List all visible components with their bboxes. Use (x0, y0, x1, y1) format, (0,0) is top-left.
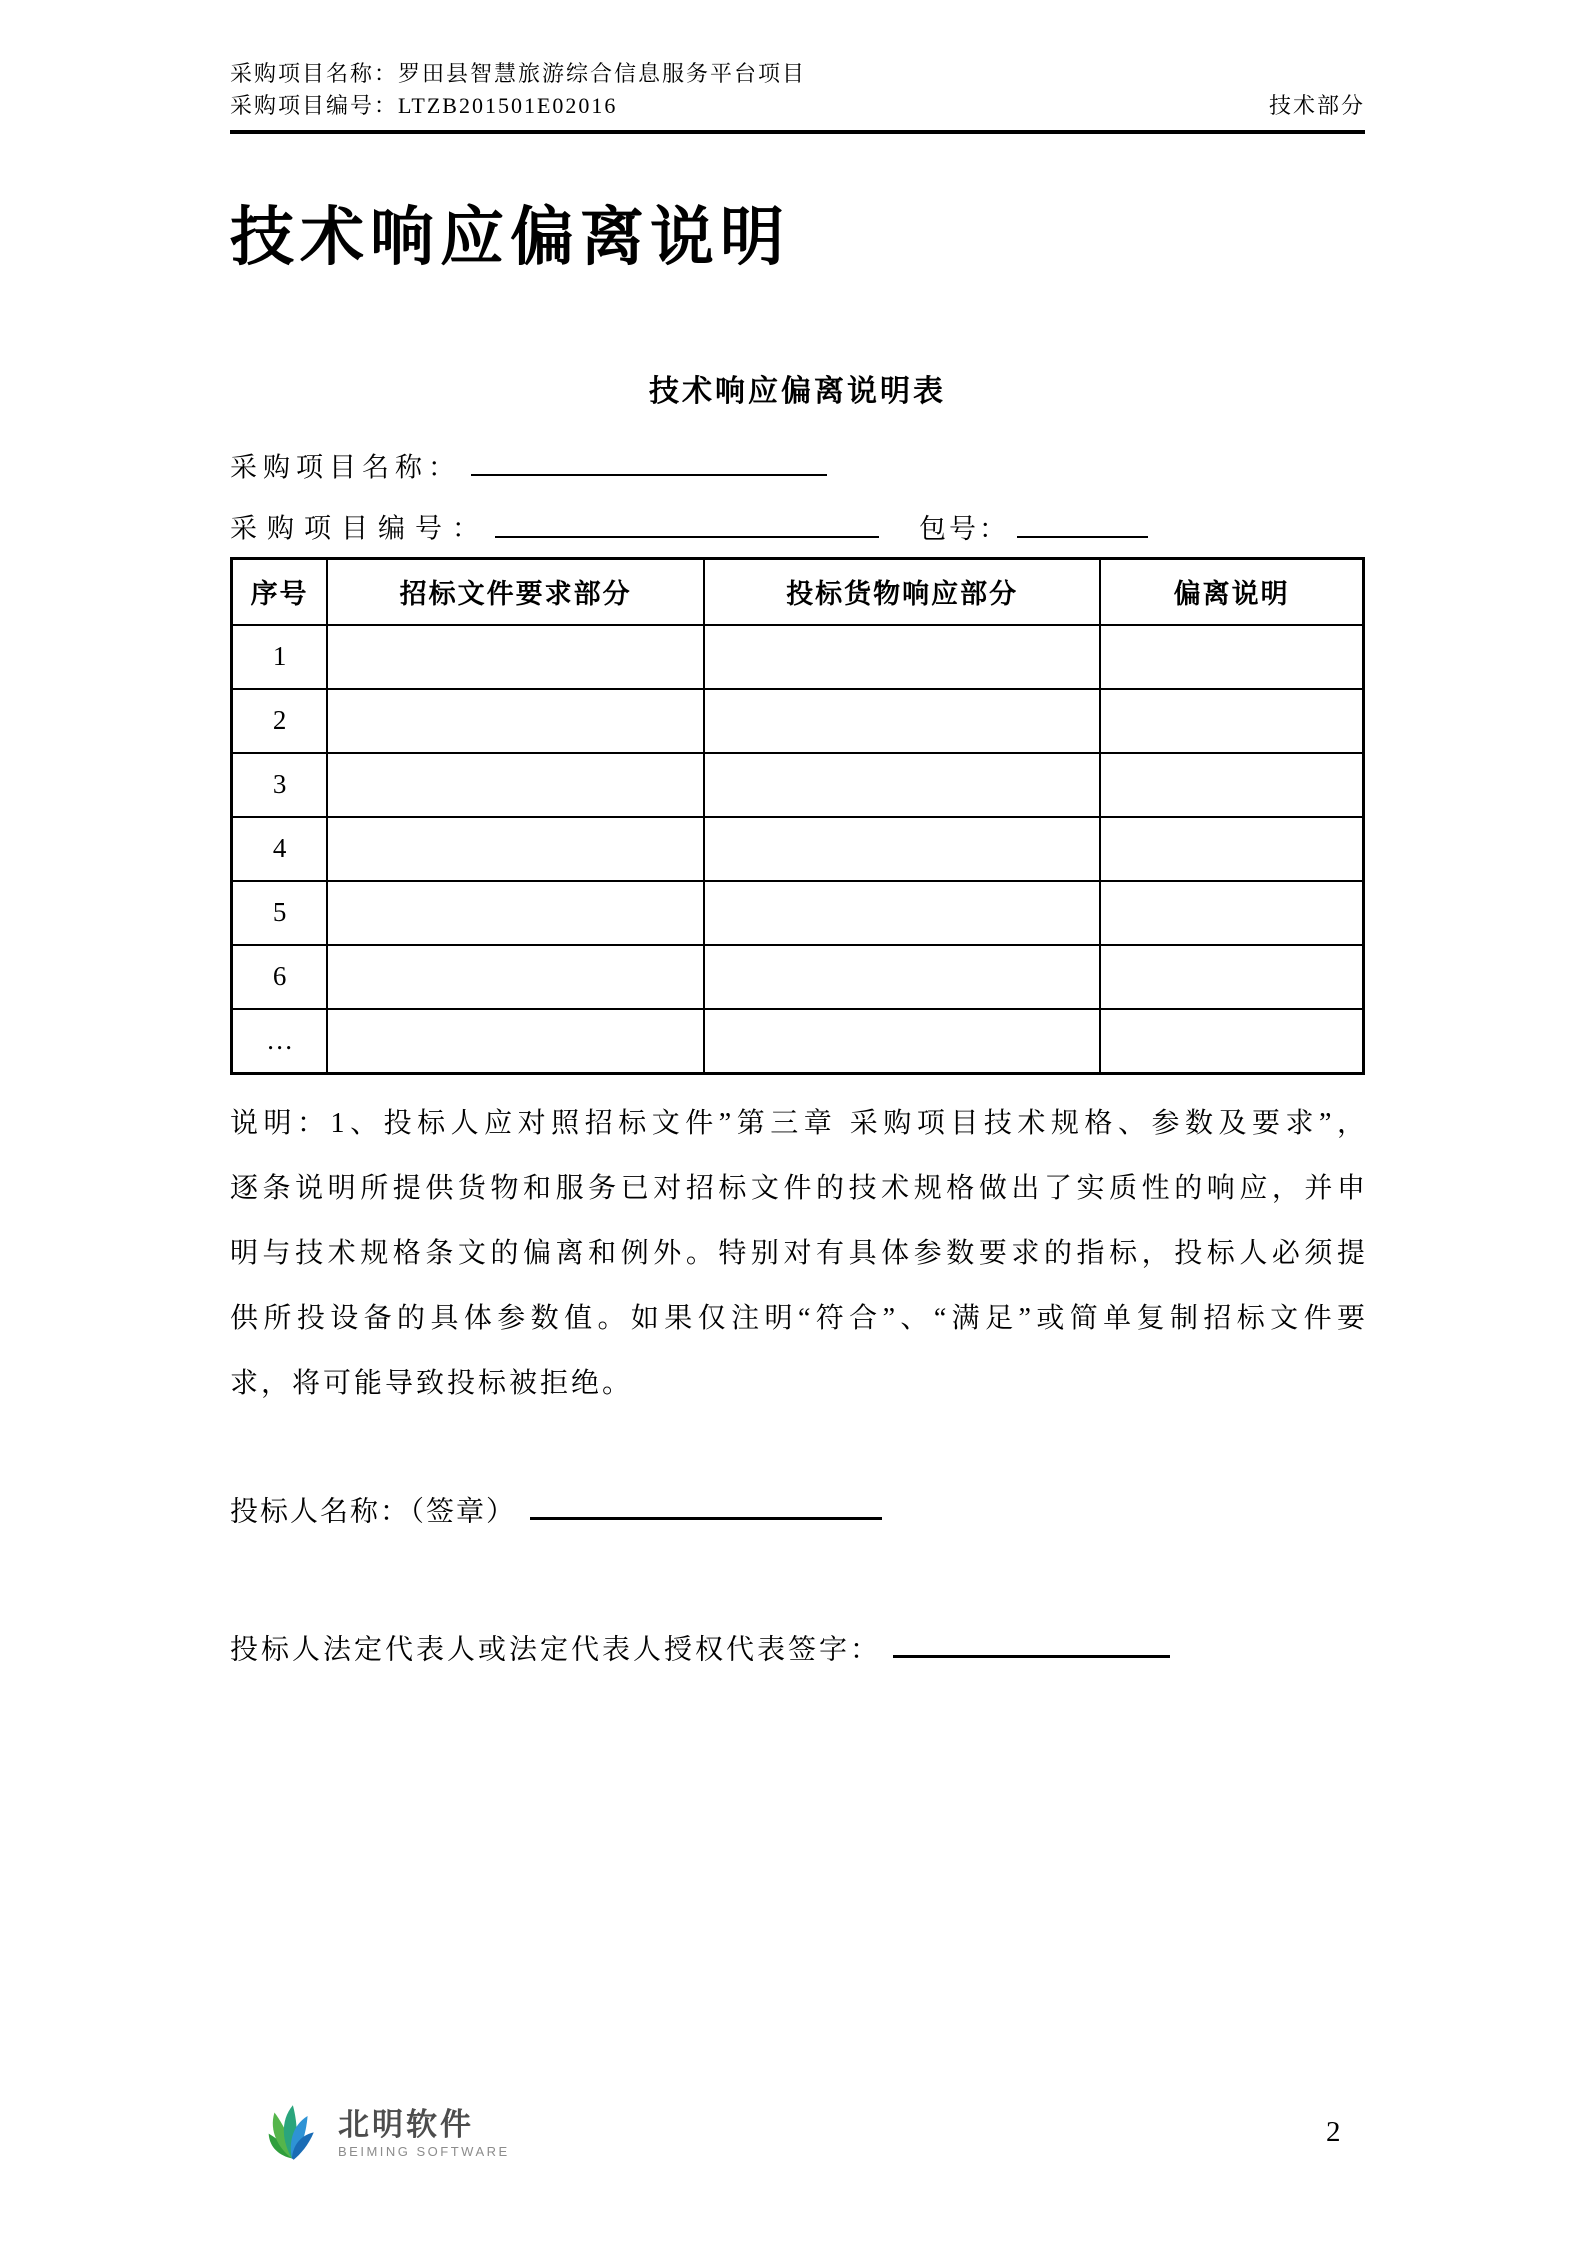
form-line-project-no (230, 507, 1365, 548)
response-cell-empty (704, 817, 1100, 881)
requirement-cell-empty (327, 817, 704, 881)
document-header (230, 0, 1365, 134)
note-paragraph (230, 1091, 1365, 1416)
company-logo (256, 2102, 510, 2162)
signature-line-representative (230, 1626, 1365, 1668)
header-project-name-value: 罗田县智慧旅游综合信息服务平台项目 (398, 61, 807, 86)
table-row (232, 689, 1364, 753)
requirement-cell-empty (327, 881, 704, 945)
requirement-cell-empty (327, 689, 704, 753)
page-number: 2 (1326, 2116, 1341, 2148)
header-project-name-label: 采购项目名称： (230, 61, 399, 86)
logo-text-cn: 北明软件 (338, 2107, 474, 2142)
note-line: 求，将可能导致投标被拒绝。 (230, 1367, 634, 1399)
table-row (232, 753, 1364, 817)
note-line: 明与技术规格条文的偏离和例外。特别对有具体参数要求的指标，投标人必须提 (230, 1237, 1365, 1269)
representative-signature-blank (893, 1626, 1170, 1658)
requirement-cell-empty (327, 625, 704, 689)
deviation-cell-empty (1100, 625, 1363, 689)
response-cell-empty (704, 753, 1100, 817)
row-number-cell: 4 (232, 817, 328, 881)
column-header-deviation: 偏离说明 (1100, 558, 1363, 625)
table-row (232, 1009, 1364, 1074)
response-cell-empty (704, 625, 1100, 689)
requirement-cell-empty (327, 945, 704, 1009)
form-line-project-name (230, 446, 1365, 487)
representative-label: 投标人法定代表人或法定代表人授权代表签字： (230, 1634, 882, 1666)
row-number-cell: 6 (232, 945, 328, 1009)
deviation-cell-empty (1100, 1009, 1363, 1074)
table-row (232, 945, 1364, 1009)
response-cell-empty (704, 945, 1100, 1009)
form-package-blank (1017, 507, 1148, 537)
signature-line-bidder (230, 1488, 1365, 1530)
deviation-cell-empty (1100, 753, 1363, 817)
response-cell-empty (704, 689, 1100, 753)
form-project-no-label: 采购项目编号： (230, 513, 489, 544)
header-project-no-label: 采购项目编号： (230, 93, 399, 118)
logo-text-en: BEIMING SOFTWARE (338, 2144, 510, 2159)
note-line: 逐条说明所提供货物和服务已对招标文件的技术规格做出了实质性的响应，并申 (230, 1172, 1365, 1204)
row-number-cell: 1 (232, 625, 328, 689)
column-header-requirement: 招标文件要求部分 (327, 558, 704, 625)
header-line-project-name (230, 58, 1365, 90)
header-line-project-no (230, 90, 1365, 122)
deviation-cell-empty (1100, 689, 1363, 753)
table-header-row (232, 558, 1364, 625)
note-line: 说明：1、投标人应对照招标文件”第三章 采购项目技术规格、参数及要求”， (230, 1107, 1365, 1139)
note-line: 供所投设备的具体参数值。如果仅注明“符合”、“满足”或简单复制招标文件要 (230, 1302, 1365, 1334)
bidder-name-blank (530, 1488, 882, 1520)
row-number-cell: 5 (232, 881, 328, 945)
form-project-no-blank (495, 507, 879, 537)
table-row (232, 817, 1364, 881)
deviation-cell-empty (1100, 881, 1363, 945)
deviation-cell-empty (1100, 945, 1363, 1009)
requirement-cell-empty (327, 753, 704, 817)
logo-text-block (338, 2102, 510, 2160)
column-header-no: 序号 (232, 558, 328, 625)
row-number-cell: 3 (232, 753, 328, 817)
table-title: 技术响应偏离说明表 (649, 375, 946, 408)
form-project-name-blank (471, 446, 827, 476)
row-number-cell: 2 (232, 689, 328, 753)
deviation-table (230, 557, 1365, 1075)
response-cell-empty (704, 881, 1100, 945)
column-header-response: 投标货物响应部分 (704, 558, 1100, 625)
bidder-name-label: 投标人名称：（签章） (230, 1496, 517, 1528)
row-number-cell: … (232, 1009, 328, 1074)
document-title: 技术响应偏离说明 (230, 202, 790, 273)
response-cell-empty (704, 1009, 1100, 1074)
form-project-name-label: 采购项目名称： (230, 452, 461, 483)
header-section-label: 技术部分 (1268, 93, 1365, 118)
leaf-fan-logo-icon (256, 2102, 322, 2162)
header-rule (230, 130, 1365, 134)
form-package-label: 包号： (919, 513, 1009, 544)
table-row (232, 881, 1364, 945)
requirement-cell-empty (327, 1009, 704, 1074)
deviation-cell-empty (1100, 817, 1363, 881)
table-row (232, 625, 1364, 689)
header-project-no-value: LTZB201501E02016 (398, 93, 618, 118)
